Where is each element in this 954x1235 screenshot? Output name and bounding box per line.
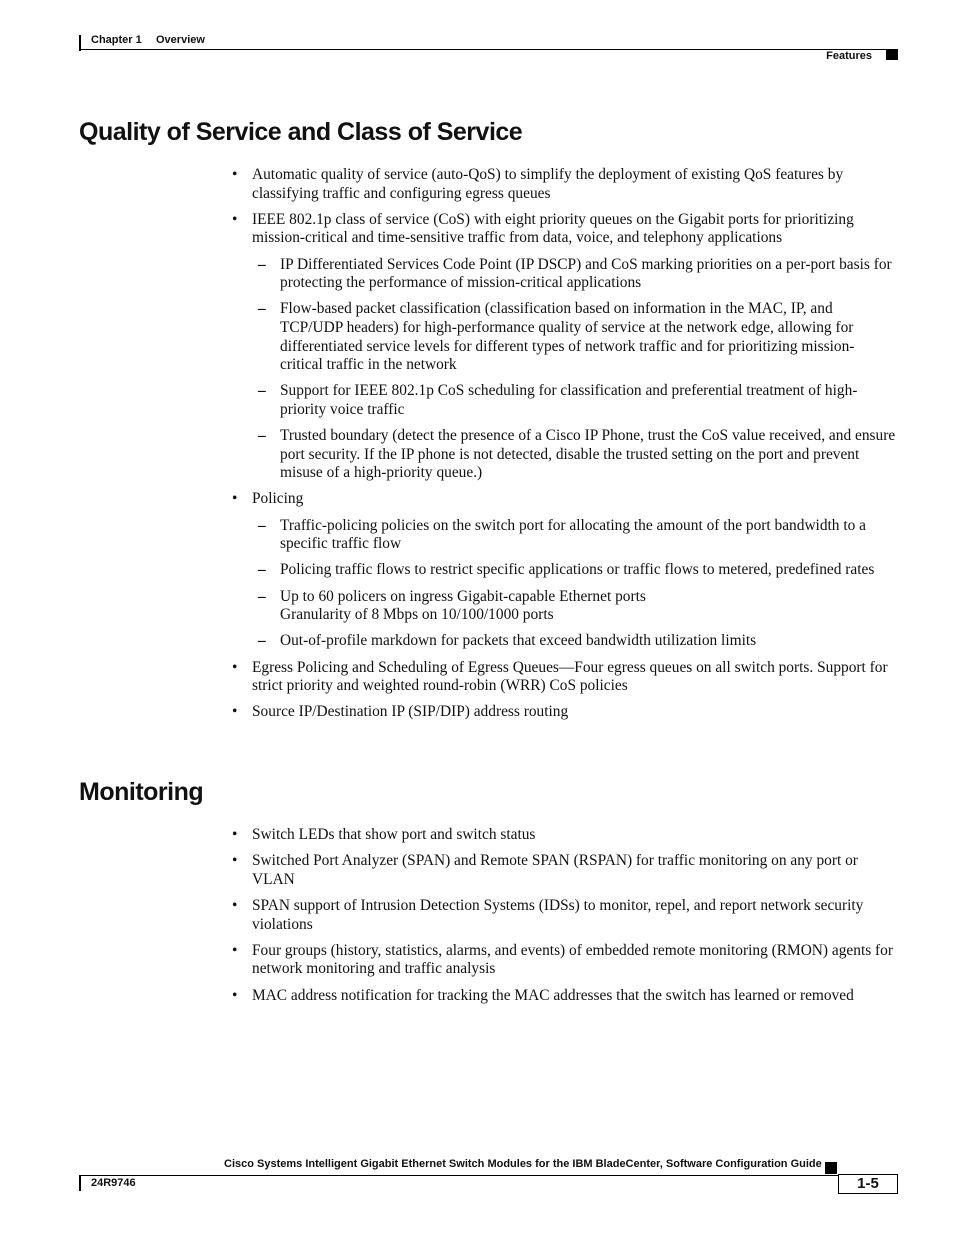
list-item bbox=[232, 826, 896, 845]
bullet-marker: • bbox=[232, 703, 238, 721]
dash-marker: – bbox=[258, 382, 266, 400]
bullet-marker: • bbox=[232, 852, 238, 870]
list-item-text: Egress Policing and Scheduling of Egress Queues—Four egress queues on all switch ports. Support for strict priority and weighted round-robin (WRR) CoS policies bbox=[252, 658, 888, 695]
sub-list-item bbox=[252, 517, 896, 554]
list-item-text: Switch LEDs that show port and switch status bbox=[252, 826, 536, 843]
sub-list-item bbox=[252, 427, 896, 483]
sub-list-item-text: Policing traffic flows to restrict specific applications or traffic flows to metered, predefined rates bbox=[280, 561, 875, 579]
sub-list-item-extra-line: Granularity of 8 Mbps on 10/100/1000 ports bbox=[280, 606, 554, 624]
list-item-text: Switched Port Analyzer (SPAN) and Remote SPAN (RSPAN) for traffic monitoring on any port or VLAN bbox=[252, 852, 858, 888]
footer-doc-number: 24R9746 bbox=[91, 1177, 136, 1189]
header-rule bbox=[79, 49, 898, 50]
bullet-marker: • bbox=[232, 941, 238, 959]
sub-list bbox=[252, 256, 896, 483]
list-item-text: Automatic quality of service (auto-QoS) to simplify the deployment of existing QoS features by classifying traffic and configuring egress queues bbox=[252, 166, 844, 202]
bullet-marker: • bbox=[232, 826, 238, 843]
sub-list-item bbox=[252, 632, 896, 651]
sub-list-item bbox=[252, 382, 896, 419]
dash-marker: – bbox=[258, 561, 266, 579]
sub-list-item-text: Out-of-profile markdown for packets that exceed bandwidth utilization limits bbox=[280, 632, 757, 650]
list-item bbox=[232, 703, 896, 722]
list-item-text: MAC address notification for tracking the MAC addresses that the switch has learned or removed bbox=[252, 986, 854, 1004]
sub-list bbox=[252, 517, 896, 651]
list-item-text: Policing bbox=[252, 490, 304, 508]
list-item bbox=[232, 942, 896, 979]
list-item bbox=[232, 166, 896, 203]
dash-marker: – bbox=[258, 300, 266, 318]
header-block-mark bbox=[886, 50, 898, 60]
section-heading-monitoring: Monitoring bbox=[79, 778, 204, 806]
sub-list-item bbox=[252, 588, 896, 625]
list-item-text: SPAN support of Intrusion Detection Systems (IDSs) to monitor, repel, and report network security violations bbox=[252, 896, 864, 933]
dash-marker: – bbox=[258, 587, 266, 605]
list-item-text: Source IP/Destination IP (SIP/DIP) address routing bbox=[252, 703, 569, 721]
dash-marker: – bbox=[258, 427, 266, 445]
sub-list-item-text: IP Differentiated Services Code Point (IP DSCP) and CoS marking priorities on a per-port basis for protecting the performance of mission-critical applications bbox=[280, 255, 892, 292]
sub-list-item bbox=[252, 561, 896, 580]
footer-block-mark bbox=[825, 1162, 837, 1174]
section-heading-qos: Quality of Service and Class of Service bbox=[79, 118, 523, 146]
sub-list-item-text: Trusted boundary (detect the presence of a Cisco IP Phone, trust the CoS value received, and ensure port security. If the IP phone is not detected, disable the trusted setting on the port and prevent misuse of a high-priority queue.) bbox=[280, 427, 896, 482]
dash-marker: – bbox=[258, 516, 266, 534]
footer-rule bbox=[79, 1175, 838, 1176]
header-section: Features bbox=[826, 50, 872, 62]
sub-list-item bbox=[252, 300, 896, 374]
list-item bbox=[232, 987, 896, 1006]
bullet-marker: • bbox=[232, 490, 238, 508]
monitoring-feature-list bbox=[232, 826, 896, 1013]
sub-list-item bbox=[252, 256, 896, 293]
sub-list-item-text: Traffic-policing policies on the switch port for allocating the amount of the port bandwidth to a specific traffic flow bbox=[280, 516, 867, 553]
list-item bbox=[232, 852, 896, 889]
list-item bbox=[232, 490, 896, 651]
header-chapter-title: Overview bbox=[156, 34, 205, 46]
sub-list-item-text: Up to 60 policers on ingress Gigabit-capable Ethernet ports bbox=[280, 587, 646, 605]
dash-marker: – bbox=[258, 632, 266, 650]
dash-marker: – bbox=[258, 255, 266, 273]
bullet-marker: • bbox=[232, 658, 238, 676]
sub-list-item-text: Flow-based packet classification (classification based on information in the MAC, IP, and TCP/UDP headers) for high-performance quality of service at the network edge, allowing for differentiated service levels for different types of network traffic and for prioritizing mission-critical traffic in the network bbox=[280, 300, 855, 374]
bullet-marker: • bbox=[232, 210, 238, 228]
bullet-marker: • bbox=[232, 166, 238, 183]
list-item bbox=[232, 897, 896, 934]
sub-list-item-text: Support for IEEE 802.1p CoS scheduling for classification and preferential treatment of high-priority voice traffic bbox=[280, 382, 858, 418]
bullet-marker: • bbox=[232, 896, 238, 914]
list-item-text: IEEE 802.1p class of service (CoS) with eight priority queues on the Gigabit ports for prioritizing mission-critical and time-sensitive traffic from data, voice, and telephony applications bbox=[252, 210, 854, 247]
bullet-marker: • bbox=[232, 986, 238, 1004]
list-item bbox=[232, 211, 896, 483]
list-item-text: Four groups (history, statistics, alarms, and events) of embedded remote monitoring (RMON) agents for network monitoring and traffic analysis bbox=[252, 941, 894, 978]
page-number: 1-5 bbox=[838, 1174, 898, 1194]
header-chapter: Chapter 1 bbox=[91, 34, 142, 46]
footer-rule-vertical bbox=[79, 1175, 81, 1191]
footer-guide-title: Cisco Systems Intelligent Gigabit Ethernet Switch Modules for the IBM BladeCenter, Software Configuration Guide bbox=[224, 1158, 822, 1170]
qos-feature-list bbox=[232, 166, 896, 730]
list-item bbox=[232, 659, 896, 696]
